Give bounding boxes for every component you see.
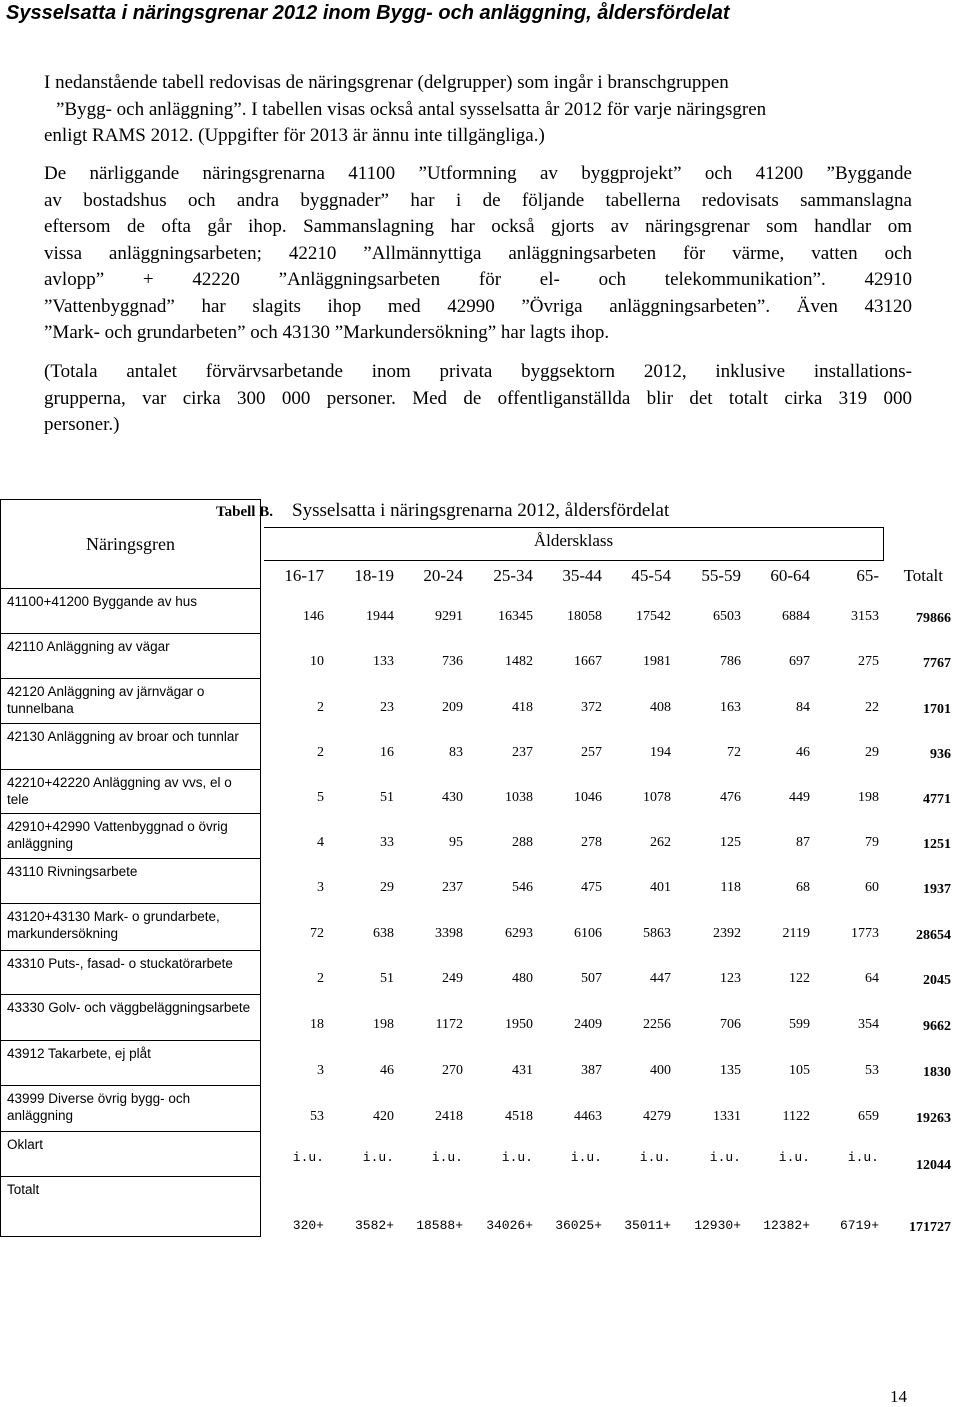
merge-line: avlopp” + 42220 ”Anläggningsarbeten för el- och telekommunikation”. 42910 xyxy=(44,269,912,290)
row-total-cell: 2045 xyxy=(923,973,951,988)
intro-line: enligt RAMS 2012. (Uppgifter för 2013 är ännu inte tillgängliga.) xyxy=(44,125,545,146)
age-column-header: 25-34 xyxy=(493,566,533,585)
value-cell: 35011+ xyxy=(624,1218,671,1233)
value-cell: 4463 xyxy=(574,1109,602,1124)
intro-paragraph xyxy=(44,70,912,150)
value-cell: 270 xyxy=(442,1063,463,1078)
value-cell: 5 xyxy=(317,790,324,805)
value-cell: i.u. xyxy=(639,1150,671,1165)
value-cell: 1331 xyxy=(713,1109,741,1124)
value-cell: 475 xyxy=(581,880,602,895)
value-cell: 249 xyxy=(442,971,463,986)
industry-name-cell: 43310 Puts-, fasad- o stuckatörarbete xyxy=(1,951,260,995)
value-cell: 198 xyxy=(373,1017,394,1032)
total-paragraph xyxy=(44,359,912,439)
value-cell: 146 xyxy=(303,609,324,624)
page-title: Sysselsatta i näringsgrenar 2012 inom Bygg- och anläggning, åldersfördelat xyxy=(6,2,730,24)
value-cell: 68 xyxy=(796,880,810,895)
value-cell: 22 xyxy=(865,700,879,715)
age-column-header: 16-17 xyxy=(284,566,324,585)
row-total-cell: 4771 xyxy=(923,792,951,807)
row-total-cell: 171727 xyxy=(909,1220,951,1235)
age-column-header: 65- xyxy=(856,566,879,585)
value-cell: 736 xyxy=(442,654,463,669)
value-cell: 288 xyxy=(512,835,533,850)
value-cell: i.u. xyxy=(292,1150,324,1165)
value-cell: i.u. xyxy=(362,1150,394,1165)
row-total-cell: 7767 xyxy=(923,656,951,671)
value-cell: 9291 xyxy=(435,609,463,624)
value-cell: 507 xyxy=(581,971,602,986)
value-cell: 659 xyxy=(858,1109,879,1124)
total-line: grupperna, var cirka 300 000 personer. Med de offentliganställda blir det totalt cirka 319 000 xyxy=(44,387,912,409)
value-cell: 1981 xyxy=(643,654,671,669)
value-cell: i.u. xyxy=(501,1150,533,1165)
value-cell: 79 xyxy=(865,835,879,850)
age-class-label: Åldersklass xyxy=(533,531,614,550)
value-cell: 87 xyxy=(796,835,810,850)
value-cell: 638 xyxy=(373,926,394,941)
value-cell: 2409 xyxy=(574,1017,602,1032)
value-cell: 1122 xyxy=(782,1109,810,1124)
value-cell: i.u. xyxy=(847,1150,879,1165)
value-cell: 237 xyxy=(512,745,533,760)
value-cell: 257 xyxy=(581,745,602,760)
value-cell: 23 xyxy=(380,700,394,715)
page-number: 14 xyxy=(890,1387,907,1406)
value-cell: 6719+ xyxy=(839,1218,879,1233)
row-total-cell: 1830 xyxy=(923,1065,951,1080)
value-cell: 401 xyxy=(650,880,671,895)
value-cell: 125 xyxy=(720,835,741,850)
value-cell: 3 xyxy=(317,1063,324,1078)
value-cell: 1667 xyxy=(574,654,602,669)
value-cell: 6293 xyxy=(505,926,533,941)
value-cell: 29 xyxy=(865,745,879,760)
industry-name-cell: 43110 Rivningsarbete xyxy=(1,859,260,904)
value-cell: 72 xyxy=(727,745,741,760)
merge-line: ”Mark- och grundarbeten” och 43130 ”Markundersökning” har lagts ihop. xyxy=(44,322,610,343)
row-header xyxy=(1,500,260,589)
value-cell: 354 xyxy=(858,1017,879,1032)
value-cell: 163 xyxy=(720,700,741,715)
value-cell: 3582+ xyxy=(354,1218,394,1233)
value-cell: 786 xyxy=(720,654,741,669)
industry-name-cell: 42130 Anläggning av broar och tunnlar xyxy=(1,724,260,770)
industry-name-cell: Totalt xyxy=(7,1182,40,1197)
merge-paragraph xyxy=(44,161,912,347)
value-cell: 18 xyxy=(310,1017,324,1032)
value-cell: 84 xyxy=(796,700,810,715)
value-cell: 1172 xyxy=(435,1017,463,1032)
industry-name-cell: 42120 Anläggning av järnvägar o tunnelbana xyxy=(1,679,260,724)
row-total-cell: 79866 xyxy=(916,611,951,626)
age-column-header: 20-24 xyxy=(423,566,463,585)
value-cell: 12930+ xyxy=(694,1218,741,1233)
value-cell: 83 xyxy=(449,745,463,760)
value-cell: 46 xyxy=(796,745,810,760)
row-total-cell: 1251 xyxy=(923,837,951,852)
value-cell: 4279 xyxy=(643,1109,671,1124)
value-cell: 60 xyxy=(865,880,879,895)
value-cell: 4518 xyxy=(505,1109,533,1124)
industry-name-cell: 42910+42990 Vattenbyggnad o övrig anläggning xyxy=(1,814,260,859)
value-cell: 372 xyxy=(581,700,602,715)
value-cell: 118 xyxy=(720,880,741,895)
value-cell: 2 xyxy=(317,700,324,715)
value-cell: 697 xyxy=(789,654,810,669)
value-cell: 447 xyxy=(650,971,671,986)
value-cell: 387 xyxy=(581,1063,602,1078)
value-cell: 262 xyxy=(650,835,671,850)
value-cell: 1773 xyxy=(851,926,879,941)
value-cell: 46 xyxy=(380,1063,394,1078)
value-cell: 33 xyxy=(380,835,394,850)
industry-name-cell: 43330 Golv- och väggbeläggningsarbete xyxy=(1,995,260,1041)
value-cell: 400 xyxy=(650,1063,671,1078)
value-cell: 18058 xyxy=(567,609,602,624)
value-cell: 6884 xyxy=(782,609,810,624)
table-label: Tabell B. xyxy=(216,504,273,520)
value-cell: 198 xyxy=(858,790,879,805)
value-cell: 1950 xyxy=(505,1017,533,1032)
merge-line: av bostadshus och andra byggnader” har i de följande tabellerna redovisats sammanslagna xyxy=(44,189,912,211)
industry-name-cell: 43912 Takarbete, ej plåt xyxy=(1,1041,260,1086)
value-cell: 53 xyxy=(865,1063,879,1078)
total-line: personer.) xyxy=(44,414,120,435)
merge-line: eftersom de ofta går ihop. Sammanslagning har också gjorts av näringsgrenar som handlar om xyxy=(44,216,912,237)
value-cell: 10 xyxy=(310,654,324,669)
value-cell: 278 xyxy=(581,835,602,850)
value-cell: 122 xyxy=(789,971,810,986)
value-cell: i.u. xyxy=(709,1150,741,1165)
value-cell: 2 xyxy=(317,971,324,986)
row-header-text: Näringsgren xyxy=(86,533,175,554)
value-cell: 51 xyxy=(380,790,394,805)
industry-name-cell: Oklart xyxy=(1,1132,260,1177)
value-cell: 275 xyxy=(858,654,879,669)
value-cell: 6503 xyxy=(713,609,741,624)
row-total-cell: 9662 xyxy=(923,1019,951,1034)
value-cell: 1944 xyxy=(366,609,394,624)
value-cell: 53 xyxy=(310,1109,324,1124)
value-cell: i.u. xyxy=(778,1150,810,1165)
value-cell: 4 xyxy=(317,835,324,850)
value-cell: 123 xyxy=(720,971,741,986)
value-cell: 135 xyxy=(720,1063,741,1078)
value-cell: 5863 xyxy=(643,926,671,941)
value-cell: 18588+ xyxy=(416,1218,463,1233)
value-cell: 2392 xyxy=(713,926,741,941)
value-cell: 546 xyxy=(512,880,533,895)
value-cell: 2119 xyxy=(782,926,810,941)
industry-name-cell: 41100+41200 Byggande av hus xyxy=(1,589,260,634)
value-cell: 599 xyxy=(789,1017,810,1032)
value-cell: 431 xyxy=(512,1063,533,1078)
value-cell: 2 xyxy=(317,745,324,760)
value-cell: 3 xyxy=(317,880,324,895)
value-cell: 1482 xyxy=(505,654,533,669)
value-cell: 3153 xyxy=(851,609,879,624)
value-cell: i.u. xyxy=(570,1150,602,1165)
industry-name-cell: 43999 Diverse övrig bygg- och anläggning xyxy=(1,1086,260,1132)
value-cell: 105 xyxy=(789,1063,810,1078)
age-column-header: 60-64 xyxy=(770,566,810,585)
value-cell: 480 xyxy=(512,971,533,986)
age-column-header: 45-54 xyxy=(631,566,671,585)
value-cell: 34026+ xyxy=(486,1218,533,1233)
intro-line: ”Bygg- och anläggning”. I tabellen visas också antal sysselsatta år 2012 för varje näringsgren xyxy=(56,98,767,120)
value-cell: 16 xyxy=(380,745,394,760)
value-cell: 194 xyxy=(650,745,671,760)
age-column-header: 18-19 xyxy=(354,566,394,585)
age-column-header: 35-44 xyxy=(562,566,602,585)
age-column-header: 55-59 xyxy=(701,566,741,585)
value-cell: 476 xyxy=(720,790,741,805)
value-cell: 2256 xyxy=(643,1017,671,1032)
industry-name-table xyxy=(0,499,261,1237)
industry-name-cell: 42110 Anläggning av vägar xyxy=(1,634,260,679)
row-total-cell: 28654 xyxy=(916,928,951,943)
value-cell: 72 xyxy=(310,926,324,941)
row-total-cell: 12044 xyxy=(916,1158,951,1173)
total-line: (Totala antalet förvärvsarbetande inom privata byggsektorn 2012, inklusive installations- xyxy=(44,361,912,382)
table-title: Sysselsatta i näringsgrenarna 2012, åldersfördelat xyxy=(292,500,670,521)
age-column-header: Totalt xyxy=(903,566,943,585)
value-cell: 3398 xyxy=(435,926,463,941)
industry-name-cell: 43120+43130 Mark- o grundarbete, markundersökning xyxy=(1,904,260,951)
value-cell: 237 xyxy=(442,880,463,895)
value-cell: 449 xyxy=(789,790,810,805)
value-cell: 706 xyxy=(720,1017,741,1032)
intro-line: I nedanstående tabell redovisas de näringsgrenar (delgrupper) som ingår i branschgruppen xyxy=(44,72,729,93)
row-total-cell: 1937 xyxy=(923,882,951,897)
row-total-cell: 936 xyxy=(930,747,951,762)
value-cell: 1038 xyxy=(505,790,533,805)
value-cell: i.u. xyxy=(431,1150,463,1165)
value-cell: 1078 xyxy=(643,790,671,805)
value-cell: 12382+ xyxy=(763,1218,810,1233)
merge-line: De närliggande näringsgrenarna 41100 ”Utformning av byggprojekt” och 41200 ”Byggande xyxy=(44,163,912,184)
row-total-cell: 19263 xyxy=(916,1111,951,1126)
value-cell: 1046 xyxy=(574,790,602,805)
value-cell: 16345 xyxy=(498,609,533,624)
value-cell: 29 xyxy=(380,880,394,895)
value-cell: 320+ xyxy=(292,1218,324,1233)
value-cell: 64 xyxy=(865,971,879,986)
merge-line: vissa anläggningsarbeten; 42210 ”Allmännyttiga anläggningsarbeten för värme, vatten och xyxy=(44,242,912,264)
value-cell: 408 xyxy=(650,700,671,715)
value-cell: 430 xyxy=(442,790,463,805)
value-cell: 36025+ xyxy=(555,1218,602,1233)
value-cell: 209 xyxy=(442,700,463,715)
value-cell: 95 xyxy=(449,835,463,850)
value-cell: 17542 xyxy=(636,609,671,624)
age-class-header xyxy=(264,527,884,561)
value-cell: 51 xyxy=(380,971,394,986)
value-cell: 420 xyxy=(373,1109,394,1124)
value-cell: 6106 xyxy=(574,926,602,941)
merge-line: ”Vattenbyggnad” har slagits ihop med 42990 ”Övriga anläggningsarbeten”. Även 43120 xyxy=(44,295,912,317)
value-cell: 418 xyxy=(512,700,533,715)
industry-name-cell: 42210+42220 Anläggning av vvs, el o tele xyxy=(1,770,260,814)
value-cell: 2418 xyxy=(435,1109,463,1124)
row-total-cell: 1701 xyxy=(923,702,951,717)
value-cell: 133 xyxy=(373,654,394,669)
